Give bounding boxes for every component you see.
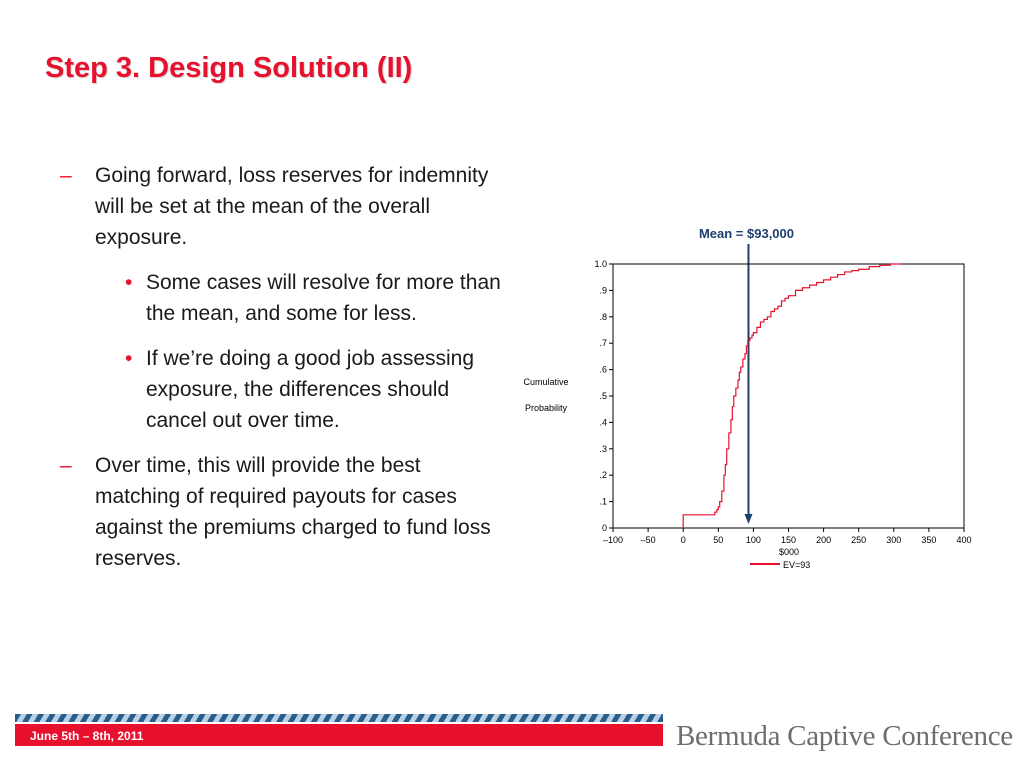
plot-frame [613,264,964,528]
bullet-text: Over time, this will provide the best matching of required payouts for cases against the premiums charged to fund loss reserves. [95,454,491,570]
mean-annotation [699,226,794,524]
y-tick-label: .2 [599,470,607,481]
y-tick-label: 0 [601,523,607,533]
footer-date: June 5th – 8th, 2011 [30,729,144,743]
footer-stripes [15,714,663,722]
y-axis-label-line2: Probability [524,403,568,413]
x-tick-label: 350 [921,535,937,545]
bullet-text: If we’re doing a good job assessing exposure, the differences should cancel out over time. [146,347,475,432]
y-tick-label: .9 [599,285,607,296]
y-tick-label: .6 [599,364,607,375]
sub-bullet-item [60,267,510,329]
x-tick-label: 250 [851,535,867,545]
y-tick-label: .4 [599,417,607,428]
bullet-list [60,160,510,588]
cumulative-probability-chart [510,218,990,588]
bullet-item [60,160,510,253]
y-tick-label: .8 [599,311,607,322]
x-tick-label: 100 [745,535,761,545]
bullet-text: Going forward, loss reserves for indemnity will be set at the mean of the overall exposure. [95,164,489,249]
x-tick-label: 400 [956,535,972,545]
y-tick-label: .3 [599,443,607,454]
legend-label: EV=93 [783,560,811,570]
conference-logo: Bermuda Captive Conference [676,720,1013,752]
bullet-item [60,450,510,574]
mean-arrow-head [744,514,752,524]
dot-marker: • [125,271,133,294]
y-tick-label: 1.0 [594,259,607,269]
chart-svg [510,218,990,588]
y-tick-label: .1 [599,496,607,507]
x-tick-label: 300 [886,535,902,545]
dot-marker: • [125,347,133,370]
dash-marker: – [60,454,72,477]
x-tick-label: 150 [780,535,797,545]
y-tick-label: .5 [599,391,607,401]
dash-marker: – [60,164,72,187]
bullet-text: Some cases will resolve for more than the mean, and some for less. [146,271,501,325]
x-tick-label: 50 [713,535,724,545]
x-tick-label: 0 [680,535,686,545]
series-line-ev93 [683,264,901,528]
mean-label: Mean = $93,000 [698,226,795,241]
x-tick-label: –50 [640,535,656,545]
slide-title: Step 3. Design Solution (II) [45,52,413,84]
x-axis-label: $000 [778,547,800,557]
y-tick-label: .7 [599,338,607,349]
legend [750,560,810,570]
x-tick-label: 200 [816,535,832,545]
y-axis-label-line1: Cumulative [523,377,569,387]
x-tick-label: –100 [602,535,624,545]
sub-bullet-item [60,343,510,436]
